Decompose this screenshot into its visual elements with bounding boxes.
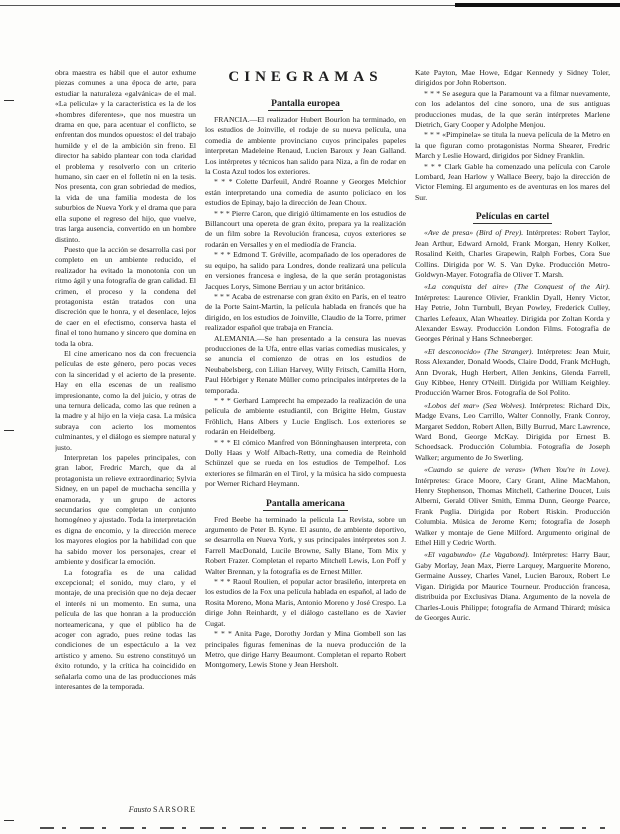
margin-mark: [4, 430, 14, 431]
news-paragraph: * * * Edmond T. Gréville, acompañado de los operadores de su equipo, ha salido para Londres, donde realizará una película en versiones francesa e inglesa, de la que serán protagonistas Jacques Lorys, Simone Berriau y un actor británico.: [205, 250, 406, 291]
news-paragraph: * * * Clark Gable ha comenzado una película con Carole Lombard, Jean Harlow y Wallace Beery, bajo la dirección de Victor Fleming. El argumento es de aventuras en los mares del Sur.: [415, 161, 610, 202]
film-details: Intérpretes: Grace Moore, Cary Grant, Aline MacMahon, Henry Stephenson, Thomas Mitchell, Catherine Doucet, Luis Alberni, Gerald Oliver Smith, Emma Dunn, George Pearce, Frank Puglia. Dirigida por Robert Riskin. Producción Columbia. Música de Jerome Kern; fotografía de Joseph Walker y montaje de Gene Milford. Argumento original de Ethel Hill y Cedric Worth.: [415, 475, 610, 548]
subheading-europe: [205, 98, 406, 110]
film-details: Intérpretes: Laurence Olivier, Franklin Dyall, Henry Victor, Hay Petrie, John Turnbull, Bryan Powley, Frederick Culley, Charles Lefeaux, Alan Wheatley. Dirigida por Zoltan Korda y Alexander Esway. Producción London Films. Fotografía de Georges Périnal y Hans Schneeberger.: [415, 292, 610, 344]
film-title: «La conquista del aire» (The Conquest of the Air).: [424, 282, 610, 292]
news-paragraph: ALEMANIA.—Se han presentado a la censura las nuevas producciones de la Ufa, entre ellas varias comedias musicales, y se anuncia el comienzo de otras en los estudios de Neubabelsberg, con Lilian Harvey, Willy Fritsch, Camilla Horn, Paul Hörbiger y Renate Müller como principales intérpretes de la temporada.: [205, 333, 406, 395]
film-details: Intérpretes: Jean Muir, Ross Alexander, Donald Woods, Claire Dodd, Frank McHugh, Ann Dvorak, Hugh Herbert, Allen Jenkins, Glenda Farrell, Guy Kibbee, Henry O'Neill. Dirigida por William Keighley. Producción Warner Bros. Fotografía de Sol Polito.: [415, 346, 610, 398]
news-paragraph: Fred Beebe ha terminado la película La Revista, sobre un argumento de Peter B. Kyne. El asunto, de ambiente deportivo, se desarrolla en Nueva York, y sus principales intérpretes son J. Farrell MacDonald, Lucile Browne, Sally Blane, Tom Mix y Robert Frazer. Completan el reparto Mitchell Lewis, Lon Poff y Walter Brennan, y la fotografía es de Ernest Miller.: [205, 514, 406, 576]
film-title: «El desconocido» (The Stranger).: [424, 346, 534, 356]
top-bar: [455, 3, 620, 7]
news-paragraph: FRANCIA.—El realizador Hubert Bourlon ha terminado, en los estudios de Joinville, el rodaje de su nueva película, una comedia de ambiente provinciano cuyos principales papeles interpretan Madeleine Renaud, Lucien Baroux y Jean Galland. Los intérpretes y técnicos han salido para Niza, a fin de rodar en la Costa Azul todos los exteriores.: [205, 115, 406, 177]
subheading-label: Pantalla americana: [263, 499, 348, 511]
film-listing: [415, 347, 610, 399]
film-listing: [415, 401, 610, 463]
subheading-label: Pantalla europea: [268, 99, 343, 111]
news-paragraph: * * * «Pimpinela» se titula la nueva película de la Metro en la que figuran como protagonistas Norma Shearer, Fredric March y Leslie Howard, dirigidos por Sidney Franklin.: [415, 130, 610, 161]
author-signature: [55, 805, 196, 815]
film-listing: [415, 550, 610, 623]
news-paragraph: * * * Raoul Roulien, el popular actor brasileño, interpreta en los estudios de la Fox una película hablada en español, al lado de Rosita Moreno, Mona Maris, Antonio Moreno y José Crespo. La dirige John Reinhardt, y el diálogo castellano es de Xavier Cugat.: [205, 577, 406, 628]
film-title: «Lobos del mar» (Sea Wolves).: [424, 400, 527, 410]
film-title: «Cuando se quiere de veras» (When You're in Love).: [424, 465, 610, 475]
news-paragraph: * * * Se asegura que la Paramount va a filmar nuevamente, con los adelantos del cine sonoro, una de sus antiguas producciones mudas, de la que serán intérpretes Marlene Dietrich, Gary Cooper y Adolphe Menjou.: [415, 88, 610, 130]
subheading-cartel: [415, 211, 610, 223]
news-paragraph: * * * Anita Page, Dorothy Jordan y Mina Gombell son las principales figuras femeninas de la nueva producción de la Metro, que dirige Harry Beaumont. Completan el reparto Robert Montgomery, Lewis Stone y Jean Hersholt.: [205, 629, 406, 670]
film-listing: [415, 465, 610, 548]
subheading-america: [205, 498, 406, 510]
film-details: Intérpretes: Robert Taylor, Jean Arthur, Edward Arnold, Frank Morgan, Henry Kolker, Rosalind Keith, Charles Grapewin, Ralph Forbes, Cora Sue Collins. Dirigida por W. S. Van Dyke. Producción Metro-Goldwyn-Mayer. Fotografía de Oliver T. Marsh.: [415, 228, 610, 279]
bottom-rule: [40, 827, 605, 829]
middle-column: [205, 64, 406, 820]
film-listing: [415, 228, 610, 280]
margin-mark: [4, 820, 14, 821]
subheading-label: Películas en cartel: [473, 212, 552, 224]
news-paragraph: * * * El cómico Manfred von Bönninghausen interpreta, con Dolly Haas y Wolf Albach-Retty, una comedia de Reinhold Schünzel que se rueda en los estudios de Tempelhof. Los exteriores se filmarán en el Tirol, y la música ha sido compuesta por Werner Richard Heymann.: [205, 437, 406, 489]
film-details: Intérpretes: Richard Dix, Madge Evans, Leo Carrillo, Walter Connolly, Frank Conroy, Margaret Seddon, Robert Allen, Billy Burrud, Marc Lawrence, Ward Bond, George McKay. Dirigida por Ernest B. Schoedsack. Producción Columbia. Fotografía de Joseph Walker; argumento de Jo Swerling.: [415, 400, 610, 462]
film-title: «El vagabundo» (Le Vagabond).: [424, 550, 530, 560]
news-paragraph: * * * Gerhard Lamprecht ha empezado la realización de una película de ambiente estudiantil, con Brigitte Helm, Gustav Fröhlich, Hans Albers y Lucie Englisch. Los exteriores se rodarán en Heidelberg.: [205, 395, 406, 437]
film-details: Intérpretes: Harry Baur, Gaby Morlay, Jean Max, Pierre Larquey, Marguerite Moreno, Germaine Aussey, Charles Vanel, Lucien Baroux, Robert Le Vigan. Dirigida por Maurice Tourneur. Producción francesa, distribuida por Exclusivas Diana. Argumento de la novela de Charles-Louis Philippe; fotografía de Armand Thirard; música de Georges Auric.: [415, 550, 610, 622]
film-listing: [415, 282, 610, 344]
article-paragraph: El cine americano nos da con frecuencia películas de este género, pero pocas veces con la sinceridad y el acierto de la presente. Hay en ella escenas de un realismo impresionante, como la del juicio, y otras de una ternura delicada, como las que reúnen a la madre y al hijo en la vieja casa. La música subraya con acierto los momentos culminantes, y el diálogo es siempre natural y justo.: [55, 348, 196, 452]
news-paragraph: * * * Pierre Caron, que dirigió últimamente en los estudios de Billancourt una opereta de gran éxito, prepara ya la realización de un film sobre la Revolución francesa, cuyos exteriores se rodarán en Versalles y en el mediodía de Francia.: [205, 208, 406, 249]
article-paragraph: Interpretan los papeles principales, con gran labor, Fredric March, que da al protagonista un relieve extraordinario; Sylvia Sidney, en un papel de muchacha sencilla y enamorada, y un grupo de actores secundarios que completan un conjunto homogéneo y ajustado. Toda la interpretación es digna de encomio, y la dirección merece los mayores elogios por la habilidad con que ha sabido mover los personajes, crear el ambiente y dosificar la emoción.: [55, 453, 196, 567]
signature-first-name: Fausto: [128, 805, 151, 814]
signature-last-name: SARSORE: [152, 805, 196, 814]
news-paragraph: * * * Acaba de estrenarse con gran éxito en París, en el teatro de la Porte Saint-Martin, la película hablada en francés que ha dirigido, en los estudios de Joinville, Claudio de la Torre, primer realizador español que trabaja en Francia.: [205, 291, 406, 333]
right-column: [415, 68, 610, 820]
left-column: [55, 68, 196, 802]
article-paragraph: La fotografía es de una calidad excepcional; el sonido, muy claro, y el montaje, de una precisión que no deja decaer el interés ni un momento. En suma, una película de las que honran a la producción norteamericana, y que el público ha de acoger con agrado, pues reúne todas las condiciones de un espectáculo a la vez artístico y ameno. Su estreno constituyó un éxito rotundo, y la crítica ha coincidido en señalarla como una de las producciones más interesantes de la temporada.: [55, 567, 196, 691]
film-title: «Ave de presa» (Bird of Prey).: [424, 228, 524, 238]
news-paragraph: * * * Colette Darfeuil, André Roanne y Georges Melchior están interpretando una comedia de asunto policíaco en los estudios de Epinay, bajo la dirección de Jean Choux.: [205, 177, 406, 208]
page-title: CINEGRAMAS: [228, 69, 383, 85]
top-rule: [0, 5, 455, 6]
news-paragraph: Kate Payton, Mae Howe, Edgar Kennedy y Sidney Toler, dirigidos por John Robertson.: [415, 68, 610, 88]
article-paragraph: obra maestra es hábil que el autor exhume piezas comunes a una época de arte, para estudiar la naturaleza «galvánica» de el mal. «La película» y la característica es la de los «hombres diferentes», que nos muestra un drama en que, para acentuar el conflicto, se enfrentan dos mundos opuestos: el del trabajo humilde y el de la ambición sin freno. El director ha sabido plantear con toda claridad el problema y resolverlo con un criterio humano, sin caer en el folletín ni en la tesis. Nos presenta, con gran sobriedad de medios, la vida de una familia modesta de los suburbios de Nueva York y el drama que para ella supone el regreso del hijo, que vuelve, tras larga ausencia, convertido en un hombre distinto.: [55, 68, 196, 244]
margin-mark: [4, 100, 14, 101]
article-paragraph: Puesto que la acción se desarrolla casi por completo en un ambiente reducido, el realizador ha evitado la monotonía con un ritmo ágil y una fotografía de gran calidad. El crimen, el proceso y la condena del protagonista están tratados con una discreción que le honra, y el desenlace, lejos de caer en el efectismo, conserva hasta el final el tono humano y sincero que domina en toda la obra.: [55, 244, 196, 348]
